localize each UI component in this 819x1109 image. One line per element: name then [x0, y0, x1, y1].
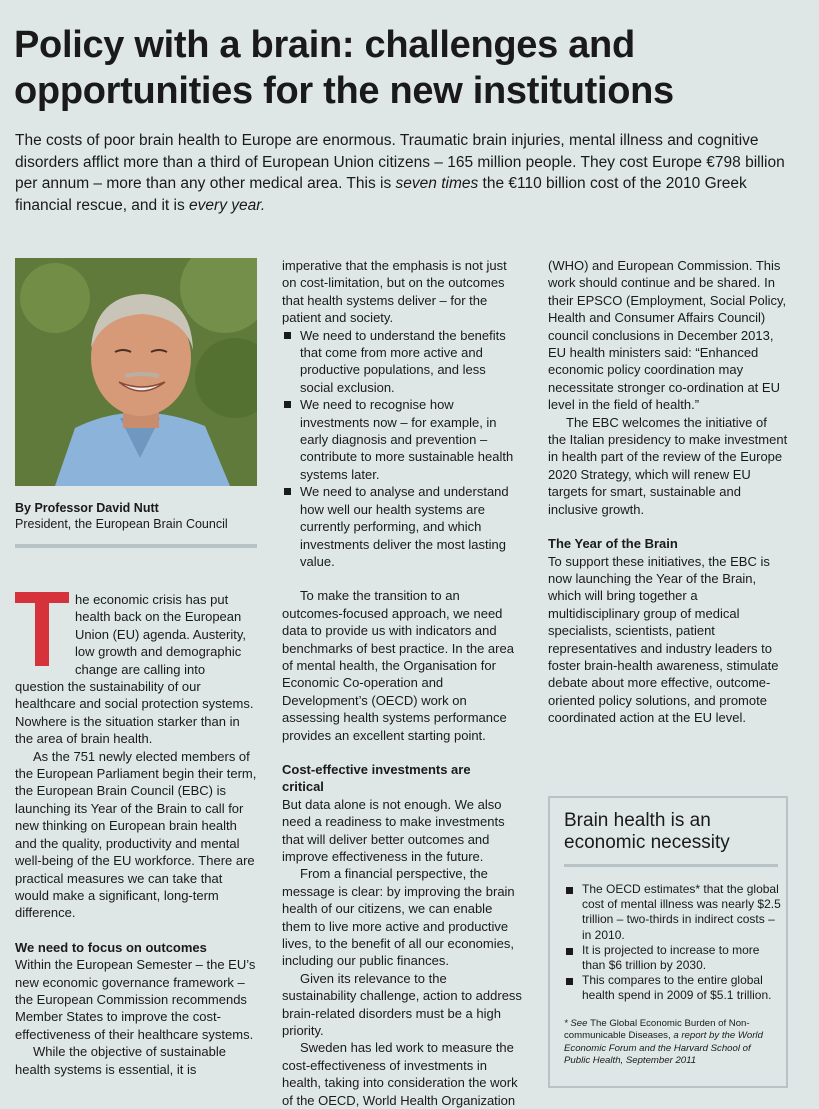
footnote-text: * See: [564, 1018, 591, 1029]
col1-heading: We need to focus on outcomes: [15, 939, 207, 955]
intro-emphasis: every year.: [189, 196, 266, 214]
col2-paragraph: To make the transition to an outcomes-focused approach, we need data to provide us with indicators and benchmarks of best practice. In the area of mental health, the Organisation for Economic Co-operation and Development’s (OECD) work on assessing health systems performance provides an excellent starting point.: [282, 588, 514, 743]
intro-paragraph: [15, 130, 805, 216]
col1-p1-text: he economic crisis has put health back on the European Union (EU) agenda. Austerity, low growth and demographic change are calling into question the sustainability of our healthcare and social protection systems. Nowhere is the situation starker than in the area of brain health.: [15, 592, 254, 747]
list-item: We need to understand the benefits that come from more active and productive populations, and less social exclusion.: [282, 327, 522, 397]
col2-paragraph: imperative that the emphasis is not just on cost-limitation, but on the outcomes that health systems deliver – for the patient and society.: [282, 258, 507, 326]
col2-paragraph: Sweden has led work to measure the cost-effectiveness of investments in health, taking into consideration the work of the OECD, World Health Organization: [282, 1040, 518, 1108]
intro-emphasis: seven times: [395, 175, 479, 192]
author-name: By Professor David Nutt: [15, 501, 159, 515]
col3-heading: The Year of the Brain: [548, 536, 678, 552]
col2-paragraph: From a financial perspective, the message is clear: by improving the brain health of our citizens, we can enable them to live more active and productive lives, to the benefit of all our economies, including our public finances.: [282, 866, 515, 969]
divider: [15, 544, 257, 548]
col3-paragraph: The EBC welcomes the initiative of the Italian presidency to make investment in health part of the review of the Europe 2020 Strategy, which will renew EU targets for smart, sustainable and inclusive growth.: [548, 414, 788, 517]
box-title: Brain health is an economic necessity: [564, 810, 730, 853]
col1-paragraph: While the objective of sustainable health systems is essential, it is: [15, 1044, 226, 1077]
col3-paragraph: To support these initiatives, the EBC is now launching the Year of the Brain, which will bring together a multidisciplinary group of medical specialists, scientists, patient representatives and industry leaders to foster brain-health awareness, stimulate debate about more effective, outcome-oriented policy solutions, and promote coordinated action at the EU level.: [548, 553, 779, 726]
footnote-text: a report by the World Economic Forum and the Harvard School of Public Health, September 2011: [564, 1030, 763, 1066]
byline: [15, 500, 260, 532]
col2-paragraph: Given its relevance to the sustainability challenge, action to address brain-related disorders must be a high priority.: [282, 970, 522, 1039]
intro-text: the €110 billion cost of the 2010 Greek financial rescue, and it is: [15, 175, 747, 214]
list-item: It is projected to increase to more than $6 trillion by 2030.: [564, 943, 782, 973]
col2-heading: Cost-effective investments are critical: [282, 761, 471, 795]
col2-paragraph: But data alone is not enough. We also need a readiness to make investments that will deliver better outcomes and improve effectiveness in the future.: [282, 796, 505, 864]
column-1: [15, 591, 257, 1078]
author-portrait-image: [15, 258, 257, 486]
col1-paragraph: Within the European Semester – the EU’s new economic governance framework – the European Commission recommends Member States to improve the cost-effectiveness of their healthcare systems.: [15, 957, 256, 1042]
box-divider: [564, 864, 778, 867]
column-2: [282, 257, 522, 1109]
col1-paragraph: [15, 591, 257, 748]
box-footnote: [564, 1018, 779, 1067]
list-item: The OECD estimates* that the global cost of mental illness was nearly $2.5 trillion – two-thirds in indirect costs – in 2010.: [564, 882, 782, 943]
author-photo: [15, 258, 257, 486]
footnote-source-title: The Global Economic Burden of Non-communicable Diseases,: [564, 1018, 750, 1042]
list-item: We need to recognise how investments now – for example, in early diagnosis and prevention – contribute to more sustainable health systems later.: [282, 396, 522, 483]
list-item: We need to analyse and understand how well our health systems are currently performing, and which investments deliver the most lasting value.: [282, 483, 522, 570]
box-bullet-list: [564, 882, 782, 1004]
col3-paragraph: (WHO) and European Commission. This work should continue and be shared. In their EPSCO (Employment, Social Policy, Health and Consumer Affairs Council) council conclusions in December 2013, EU health ministers said: “Enhanced economic policy coordination may necessitate stronger co-ordination at EU level in the field of health.”: [548, 258, 787, 413]
author-role: President, the European Brain Council: [15, 517, 228, 531]
col2-bullet-list: [282, 327, 522, 571]
page-title: Policy with a brain: challenges and opportunities for the new institutions: [14, 24, 674, 112]
column-3: [548, 257, 788, 727]
list-item: This compares to the entire global health spend in 2009 of $5.1 trillion.: [564, 973, 782, 1003]
intro-text: The costs of poor brain health to Europe are enormous. Traumatic brain injuries, mental illness and cognitive disorders afflict more than a third of European Union citizens – 165 million people. They cost Europe €798 billion per annum – more than any other medical area. This is: [15, 132, 785, 192]
col1-paragraph: As the 751 newly elected members of the European Parliament begin their term, the European Brain Council (EBC) is launching its Year of the Brain to call for new thinking on European brain health and the quality, productivity and mental well-being of the EU workforce. There are practical measures we can take that would make a significant, long-term difference.: [15, 748, 257, 921]
sidebar-box: [548, 796, 788, 1088]
